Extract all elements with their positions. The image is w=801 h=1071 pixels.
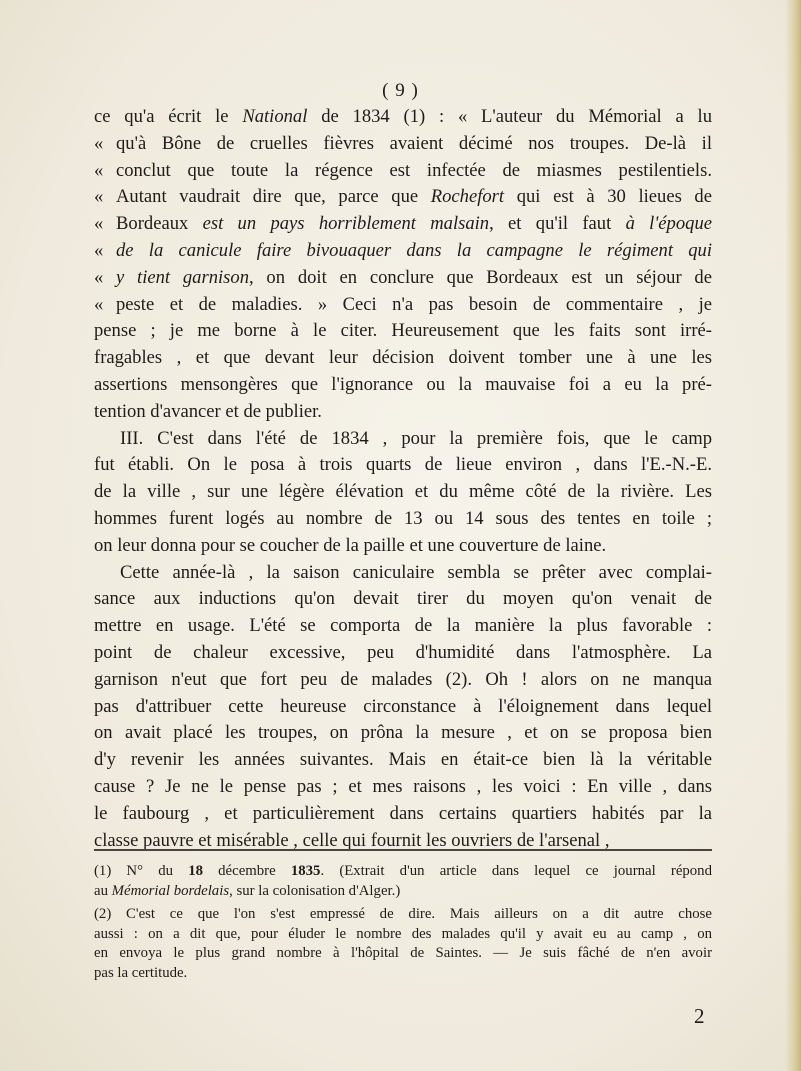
quote-mark: « <box>94 239 104 261</box>
line-text: point de chaleur excessive, peu d'humidité dans l'atmosphère. La <box>94 641 712 663</box>
page-number: ( 9 ) <box>382 80 419 101</box>
line-text: aussi : on a dit que, pour éluder le nombre des malades qu'il y avait eu au camp , on <box>94 925 712 942</box>
line-text: sance aux inductions qu'on devait tirer du moyen qu'on venait de <box>94 588 712 610</box>
line-text: fragables , et que devant leur décision doivent tomber une à une les <box>94 347 712 369</box>
line-text: Cette année-là , la saison caniculaire sembla se prêter avec complai- <box>120 561 712 583</box>
line-text: Bordeaux <box>116 213 203 235</box>
text-line <box>94 158 712 185</box>
text-line <box>94 774 712 801</box>
line-text: on leur donna pour se coucher de la paille et une couverture de laine. <box>94 534 607 556</box>
quote-mark: « <box>94 186 104 208</box>
text-line <box>94 720 712 747</box>
bold-number: 18 <box>188 863 203 879</box>
text-line <box>94 131 712 158</box>
line-text: on avait placé les troupes, on prôna la mesure , et on se proposa bien <box>94 722 712 744</box>
footnotes <box>94 862 712 984</box>
line-text: garnison n'eut que fort peu de malades (2). Oh ! alors on ne manqua <box>94 668 712 690</box>
footnote-separator <box>94 849 712 851</box>
text-line <box>94 238 712 265</box>
footnote-line <box>94 882 712 902</box>
italic-text: de la canicule faire bivouaquer dans la campagne le régiment qui <box>116 239 712 261</box>
bold-number: 1835 <box>290 863 321 879</box>
line-text: conclut que toute la régence est infectée de miasmes pestilentiels. <box>116 159 712 181</box>
line-text: d'y revenir les années suivantes. Mais en était-ce bien là la véritable <box>94 749 712 771</box>
text-line <box>94 667 712 694</box>
footnote-line <box>94 944 712 964</box>
footnote-line <box>94 964 712 984</box>
quote-mark: « <box>94 213 104 235</box>
line-text: au <box>94 882 112 899</box>
line-text: qui est à 30 lieues de <box>504 186 712 208</box>
line-text: Autant vaudrait dire que, parce que <box>116 186 431 208</box>
line-text: III. C'est dans l'été de 1834 , pour la première fois, que le camp <box>120 427 712 449</box>
quote-mark: « <box>94 293 104 315</box>
quote-mark: « <box>94 266 104 288</box>
footnote-line <box>94 862 712 882</box>
line-text: qu'à Bône de cruelles fièvres avaient décimé nos troupes. De-là il <box>116 132 712 154</box>
italic-text: y tient garnison <box>116 266 249 288</box>
quote-mark: « <box>94 132 104 154</box>
text-line <box>94 479 712 506</box>
line-text: pense ; je me borne à le citer. Heureusement que les faits sont irré- <box>94 320 712 342</box>
text-line <box>94 372 712 399</box>
line-text: classe pauvre et misérable , celle qui fournit les ouvriers de l'arsenal , <box>94 829 610 851</box>
italic-text: est un pays horriblement malsain <box>202 213 490 235</box>
italic-text: Rochefort <box>430 186 505 208</box>
text-line <box>94 560 712 587</box>
line-text: peste et de maladies. » Ceci n'a pas besoin de commentaire , je <box>116 293 712 315</box>
line-text: décembre <box>202 863 291 879</box>
text-line <box>94 452 712 479</box>
signature-mark: 2 <box>694 1004 705 1028</box>
line-text: , sur la colonisation d'Alger.) <box>229 882 401 899</box>
line-text: tention d'avancer et de publier. <box>94 400 322 422</box>
line-text: ce qu'a écrit le <box>94 106 243 127</box>
line-text: . (Extrait d'un article dans lequel ce journal répond <box>320 863 712 879</box>
text-line <box>94 586 712 613</box>
text-line <box>94 613 712 640</box>
quote-mark: « <box>94 159 104 181</box>
text-line <box>94 506 712 533</box>
line-text: le faubourg , et particulièrement dans certains quartiers habités par la <box>94 802 712 824</box>
line-text: (2) C'est ce que l'on s'est empressé de dire. Mais ailleurs on a dit autre chose <box>94 906 712 923</box>
line-text: hommes furent logés au nombre de 13 ou 14 sous des tentes en toile ; <box>94 507 712 529</box>
text-line <box>94 694 712 721</box>
line-text: en envoya le plus grand nombre à l'hôpital de Saintes. — Je suis fâché de n'en avoir <box>94 945 712 962</box>
page-edge-shadow <box>785 0 801 1071</box>
line-text: pas la certitude. <box>94 964 188 981</box>
line-text: de 1834 (1) : « L'auteur du Mémorial a lu <box>307 106 712 127</box>
line-text: (1) N° du <box>94 863 189 879</box>
line-text: , et qu'il faut <box>489 213 626 235</box>
line-text: de la ville , sur une légère élévation et du même côté de la rivière. Les <box>94 481 712 503</box>
italic-text: à l'époque <box>625 213 712 235</box>
line-text: cause ? Je ne le pense pas ; et mes raisons , les voici : En ville , dans <box>94 775 712 797</box>
text-line <box>94 318 712 345</box>
text-line <box>94 211 712 238</box>
text-line <box>94 345 712 372</box>
text-line <box>94 747 712 774</box>
footnote-line <box>94 925 712 945</box>
main-text <box>94 104 712 854</box>
text-line <box>94 399 712 426</box>
line-text: fut établi. On le posa à trois quarts de lieue environ , dans l'E.-N.-E. <box>94 454 712 476</box>
text-line <box>94 265 712 292</box>
footnote-line <box>94 905 712 925</box>
text-line <box>94 426 712 453</box>
text-line <box>94 533 712 560</box>
text-line <box>94 184 712 211</box>
italic-text: National <box>242 106 308 127</box>
text-line <box>94 292 712 319</box>
italic-text: Mémorial bordelais <box>111 882 230 899</box>
line-text: assertions mensongères que l'ignorance ou la mauvaise foi a eu la pré- <box>94 373 712 395</box>
line-text: mettre en usage. L'été se comporta de la manière la plus favorable : <box>94 615 712 637</box>
text-line <box>94 801 712 828</box>
line-text: pas d'attribuer cette heureuse circonstance à l'éloignement dans lequel <box>94 695 712 717</box>
line-text: , on doit en conclure que Bordeaux est un séjour de <box>249 266 712 288</box>
text-line <box>94 640 712 667</box>
text-line <box>94 104 712 131</box>
